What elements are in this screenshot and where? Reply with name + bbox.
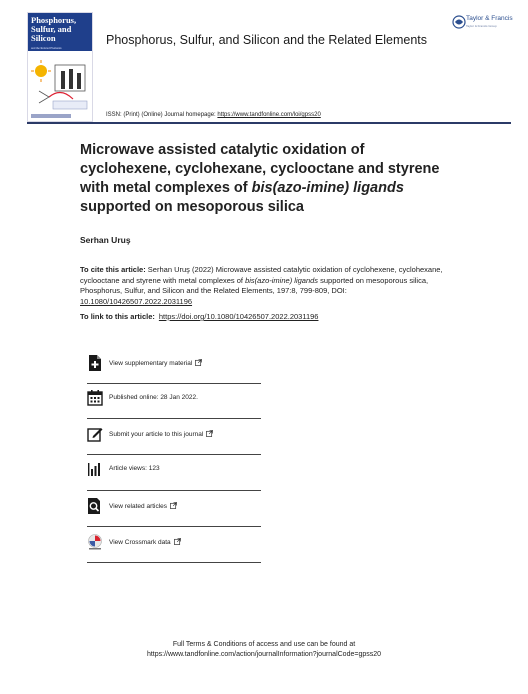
external-link-icon xyxy=(170,502,177,509)
action-label-published: Published online: 28 Jan 2022. xyxy=(109,394,198,401)
article-doi-link[interactable]: https://doi.org/10.1080/10426507.2022.2031196 xyxy=(158,312,319,321)
cover-subtitle: and the Related Elements xyxy=(31,46,62,50)
article-link-label: To link to this article: xyxy=(80,312,155,321)
action-divider xyxy=(87,418,261,419)
cover-title-band xyxy=(28,13,92,51)
edit-icon xyxy=(87,426,103,442)
cover-title-line-1: Phosphorus, xyxy=(31,15,77,25)
action-label-crossmark: View Crossmark data xyxy=(109,538,181,546)
view-supplementary-material-link[interactable] xyxy=(87,349,261,377)
submit-article-link[interactable] xyxy=(87,420,261,448)
issn-label: ISSN: (Print) (Online) Journal homepage: xyxy=(106,112,216,118)
issn-line xyxy=(106,112,321,118)
cover-illustration xyxy=(31,57,91,113)
article-title xyxy=(80,141,440,217)
journal-homepage-link[interactable]: https://www.tandfonline.com/loi/gpss20 xyxy=(217,112,321,118)
bar-chart-icon xyxy=(87,461,103,477)
action-divider xyxy=(87,490,261,491)
article-title-italic: bis(azo-imine) ligands xyxy=(251,180,404,196)
calendar-icon xyxy=(87,390,103,406)
journal-title[interactable]: Phosphorus, Sulfur, and Silicon and the Related Elements xyxy=(106,33,428,47)
external-link-icon xyxy=(174,538,181,545)
publisher-name: Taylor & Francis xyxy=(466,15,513,22)
publisher-tagline: Taylor & Francis Group xyxy=(466,24,497,28)
citation-italic: bis(azo-imine) ligands xyxy=(245,275,319,285)
citation-block xyxy=(80,265,458,307)
external-link-icon xyxy=(195,359,202,366)
article-title-part-2: supported on mesoporous silica xyxy=(80,199,304,215)
header-divider xyxy=(27,122,511,124)
action-divider xyxy=(87,562,261,563)
terms-footer xyxy=(0,640,528,660)
action-divider xyxy=(87,526,261,527)
magnifier-document-icon xyxy=(87,498,103,514)
article-link-line xyxy=(80,312,318,321)
action-label-supplementary: View supplementary material xyxy=(109,359,202,367)
action-label-related: View related articles xyxy=(109,502,177,510)
view-related-articles-link[interactable] xyxy=(87,492,261,520)
cover-title-line-3: Silicon xyxy=(31,33,56,43)
action-label-views: Article views: 123 xyxy=(109,465,160,472)
terms-line: Full Terms & Conditions of access and use can be found at xyxy=(172,641,356,648)
external-link-icon xyxy=(206,430,213,437)
citation-label: To cite this article: xyxy=(80,265,146,274)
citation-text-1: Serhan Uruş (2022) Microwave assisted catalytic oxidation of cyclohexene, cyclohexane, cyclooctane and styrene with metal complexes of xyxy=(80,265,443,285)
article-views-item xyxy=(87,455,261,483)
journal-cover-thumbnail[interactable] xyxy=(27,12,93,122)
citation-text-2: supported on mesoporous silica, Phosphorus, Sulfur, and Silicon and the Related Elements, 197:8, 799-809, DOI: xyxy=(80,275,429,295)
cover-title-line-2: Sulfur, and xyxy=(31,24,72,34)
published-online-item xyxy=(87,384,261,412)
citation-doi-link[interactable]: 10.1080/10426507.2022.2031196 xyxy=(80,296,193,306)
article-title-part-1: Microwave assisted catalytic oxidation of cyclohexene, cyclohexane, cyclooctane and styrene with metal complexes of xyxy=(80,142,440,196)
cover-footer-band xyxy=(31,114,71,118)
view-crossmark-link[interactable] xyxy=(87,528,261,556)
author-name: Serhan Uruş xyxy=(80,235,131,245)
plus-document-icon xyxy=(87,355,103,371)
terms-url-link[interactable]: https://www.tandfonline.com/action/journalInformation?journalCode=gpss20 xyxy=(146,651,382,658)
crossmark-icon xyxy=(87,534,103,550)
action-label-submit: Submit your article to this journal xyxy=(109,430,213,438)
